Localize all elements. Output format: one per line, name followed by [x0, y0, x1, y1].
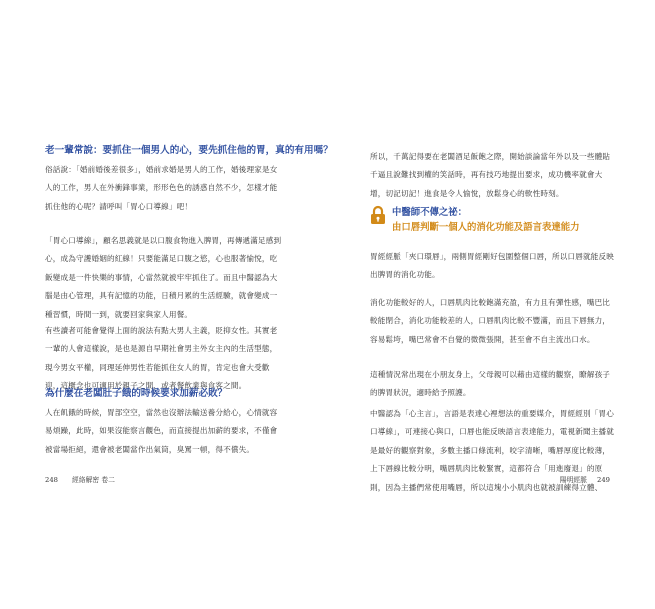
- page-number: 248: [45, 476, 58, 484]
- paragraph-stomach-heart-mouth-line: 「胃心口導線」，顧名思義就是以口腹食物進入脾胃，再傳遞滿足感到心，成為守護婚姻的紅線！只要能滿足口腹之慾，心也服著愉悅，吃飯變成是一件快樂的事情，心當然就被牢牢抓住了。而且中醫認為大腦是由心管理，具有記憶的功能，日積月累的生活經驗，就會變成一種習慣，時間一到，就要回家與家人用餐。: [45, 236, 282, 319]
- section-heading-hungry-boss: 為什麼在老闆肚子餓的時候要求加薪必敗？: [45, 388, 228, 399]
- page-number: 249: [597, 476, 610, 484]
- paragraph-proverb: 俗話說：「婚前婚後差很多」，婚前求婚是男人的工作，婚後理家是女人的工作，男人在外衝鋒事業，形形色色的誘惑自然不少，怎樣才能抓住他的心呢？請呼叫「胃心口導線」吧！: [45, 165, 278, 211]
- paragraph-heart-speech: 中醫認為「心主言」，言語是表達心裡想法的重要媒介，胃經經別「胃心口導線」，可連接心與口，口唇也能反映語言表達能力，電視新聞主播就是最好的觀察對象，多數主播口條流利，咬字清晰，嘴唇厚度比較薄，上下唇線比較分明，嘴唇肌肉比較緊實，這都符合「用進廢退」的原則，因為主播們常使用嘴唇，所以這塊小小肌肉也就被訓練得立體、: [370, 409, 614, 492]
- paragraph-children-observation: 這種情況常出現在小朋友身上，父母親可以藉由這樣的觀察，瞭解孩子的脾胃狀況，適時給予照護。: [370, 370, 611, 398]
- right-page: [328, 0, 655, 609]
- running-title: 陽明經脈: [559, 476, 588, 484]
- section-heading-heart-stomach: 老一輩常說：要抓住一個男人的心，要先抓住他的胃，真的有用嗎？: [45, 145, 333, 156]
- paragraph-raise-timing: 所以，千萬記得要在老闆酒足飯飽之際，開始談論當年外以及一些體貼千逼且說難找到權的笑話時，再有技巧地提出要求，成功機率就會大增，切記切記！進食是令人愉悅，放鬆身心的軟性時刻。: [370, 152, 611, 198]
- folio-left: [45, 475, 115, 485]
- padlock-icon: [370, 205, 386, 225]
- paragraph-stomach-meridian: 胃經經脈「夾口環唇」，兩側胃經剛好包圍整個口唇，所以口唇就能反映出脾胃的消化功能。: [370, 252, 614, 280]
- running-title: 經絡解密 卷二: [71, 476, 115, 484]
- tip-callout: [370, 205, 615, 235]
- tip-title: 中醫師不傳之祕：: [392, 207, 468, 218]
- tip-subtitle: 由口唇判斷一個人的消化功能及語言表達能力: [392, 222, 580, 233]
- folio-right: [560, 475, 610, 485]
- paragraph-hungry-boss: 人在飢餓的時候，胃部空空，當然也沒辦法輸送養分給心，心情就容易煩躁，此時，如果沒能察言觀色，而直接提出加薪的要求，不僅會被當場拒絕，還會被老闆當作出氣筒，臭罵一頓，得不償失。: [45, 408, 278, 454]
- paragraph-gender-equality: 有些讀者可能會覺得上面的說法有點大男人主義，貶抑女性。其實老一輩的人會這樣說，是也是源自早期社會男主外女主內的生活型態，現今男女平權，同理延伸男性若能抓住女人的胃，肯定也會大受歡迎，這概念也可適用於親子之間，或者餐飲業與食客之間。: [45, 326, 278, 391]
- paragraph-digestion-lips: 消化功能較好的人，口唇肌肉比較飽滿充盈，有力且有彈性感，嘴巴比較能閉合，消化功能較差的人，口唇肌肉比較不豐滿，而且下唇無力，容易鬆垮，嘴巴常會不自覺的微微張開，甚至會不自主流出口水。: [370, 298, 611, 344]
